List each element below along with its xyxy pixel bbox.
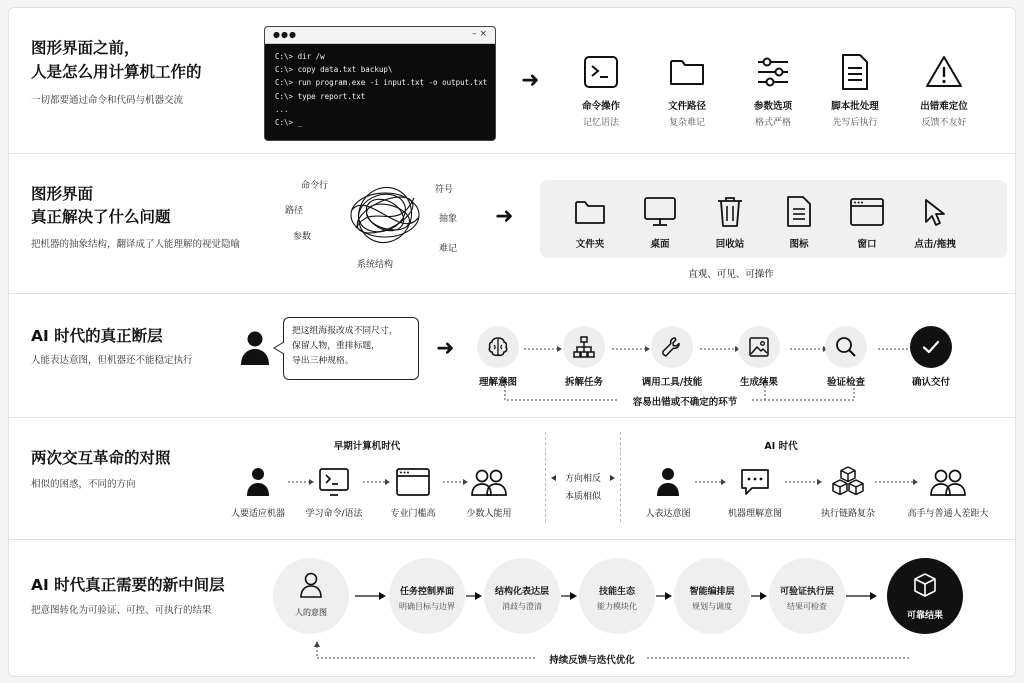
tangle-label: 命令行 (301, 181, 329, 191)
step-label: 理解意图 (478, 377, 518, 388)
section3-subtitle: 人能表达意图，但机器还不能稳定执行 (31, 355, 193, 366)
item-label: 命令操作 (581, 101, 621, 112)
section3-title: AI 时代的真正断层 (31, 327, 163, 345)
terminal-line: C:\> _ (275, 118, 303, 128)
section5-subtitle: 把意图转化为可验证、可控、可执行的结果 (31, 605, 212, 616)
tangle-label: 系统结构 (357, 260, 394, 270)
document-icon (840, 53, 870, 91)
middle-note-line1: 方向相反 (564, 474, 602, 484)
person-icon (238, 330, 272, 366)
era-item-label: 机器理解意图 (727, 509, 783, 519)
step-circle-final (910, 326, 952, 368)
tangle-label: 参数 (293, 232, 312, 242)
layer-sub: 明确目标与边界 (399, 602, 455, 611)
prompt-line: 导出三种规格。 (292, 356, 354, 366)
step-circle (651, 326, 693, 368)
layer-node (389, 558, 465, 634)
prompt-line: 保留人物，重排标题， (292, 341, 380, 351)
step-label: 验证检查 (826, 377, 866, 388)
layer-title: 可验证执行层 (779, 587, 834, 597)
layer-node (769, 558, 845, 634)
person-outline-icon (299, 572, 323, 598)
search-icon (834, 335, 858, 359)
arrow-right-icon: ➜ (436, 336, 455, 361)
step-label: 拆解任务 (564, 377, 604, 388)
folder-icon (574, 198, 606, 226)
section1-title-line2: 人是怎么用计算机工作的 (31, 63, 202, 81)
era-item-label: 执行链路复杂 (820, 509, 876, 519)
monitor-icon (643, 196, 677, 228)
cursor-icon (923, 198, 947, 228)
section2-subtitle: 把机器的抽象结构，翻译成了人能理解的视觉隐喻 (31, 239, 241, 250)
terminal-icon (583, 54, 619, 90)
section-divider (9, 293, 1016, 294)
right-era-header: AI 时代 (764, 441, 798, 452)
layer-sub: 结果可检查 (787, 602, 827, 611)
era-item-label: 学习命令/语法 (305, 509, 363, 519)
result-node (887, 558, 963, 634)
era-item-label: 人要适应机器 (230, 509, 286, 519)
result-label: 可靠结果 (906, 611, 943, 621)
terminal-line: ... (275, 104, 289, 114)
wrench-icon (660, 335, 684, 359)
section5-title: AI 时代真正需要的新中间层 (31, 576, 225, 594)
feedback-loop-label: 持续反馈与迭代优化 (549, 655, 635, 666)
users-icon (470, 468, 508, 496)
section1-subtitle: 一切都要通过命令和代码与机器交流 (31, 95, 184, 106)
document-icon (786, 195, 812, 228)
tangled-system-icon (342, 180, 428, 250)
section-divider (9, 153, 1016, 154)
item-sublabel: 先写后执行 (832, 118, 878, 128)
metaphor-label: 窗口 (857, 239, 877, 250)
step-circle (477, 326, 519, 368)
layer-node (674, 558, 750, 634)
terminal-line: C:\> run program.exe -i input.txt -o output.txt (275, 78, 488, 88)
hierarchy-icon (572, 335, 596, 359)
tangle-label: 抽象 (439, 214, 458, 224)
intent-label: 人的意图 (295, 608, 327, 617)
layer-sub: 消歧与澄清 (502, 602, 542, 611)
item-label: 文件路径 (667, 101, 707, 112)
users-icon (929, 468, 967, 496)
section4-title: 两次交互革命的对照 (31, 449, 171, 467)
metaphor-caption: 直观、可见、可操作 (688, 269, 774, 280)
trash-icon (716, 195, 744, 228)
section-divider (9, 417, 1016, 418)
section4-subtitle: 相似的困惑，不同的方向 (31, 479, 136, 490)
metaphor-label: 点击/拖拽 (914, 239, 956, 250)
window-controls-icon: – × (472, 29, 487, 39)
arrow-right-icon: ➜ (521, 68, 540, 93)
tangle-label: 路径 (285, 206, 304, 216)
check-icon (919, 335, 943, 359)
item-sublabel: 记忆语法 (582, 118, 620, 128)
user-prompt-bubble (283, 317, 419, 380)
item-label: 参数选项 (753, 101, 793, 112)
terminal-line: C:\> type report.txt (275, 91, 366, 101)
window-icon (849, 197, 885, 227)
terminal-titlebar (265, 27, 495, 44)
section-divider (9, 539, 1016, 540)
layer-node (484, 558, 560, 634)
brain-icon (486, 335, 510, 359)
chat-icon (739, 467, 771, 497)
section1-title-line1: 图形界面之前， (31, 39, 140, 57)
layer-title: 智能编排层 (689, 587, 735, 597)
person-icon (245, 467, 271, 497)
step-label: 调用工具/技能 (641, 377, 703, 388)
arrow-right-icon: ➜ (495, 204, 514, 229)
era-item-label: 少数人能用 (466, 509, 512, 519)
window-dots-icon: ●●● (273, 30, 297, 39)
terminal-window (264, 26, 496, 141)
section2-title-line1: 图形界面 (31, 185, 94, 203)
window-icon (395, 467, 431, 497)
sliders-icon (755, 54, 791, 90)
warning-icon (925, 54, 963, 88)
bubble-tail-icon (273, 341, 285, 355)
terminal-icon (318, 467, 350, 497)
era-item-label: 高手与普通人差距大 (907, 509, 989, 519)
metaphor-label: 文件夹 (575, 239, 605, 250)
image-icon (747, 335, 771, 359)
item-label: 脚本批处理 (831, 101, 879, 112)
item-sublabel: 格式严格 (754, 118, 792, 128)
layer-sub: 能力模块化 (597, 602, 637, 611)
folder-icon (669, 56, 705, 88)
step-circle (563, 326, 605, 368)
terminal-body (265, 44, 495, 135)
step-label: 确认交付 (911, 377, 951, 388)
layer-title: 结构化表达层 (494, 587, 549, 597)
terminal-line: C:\> copy data.txt backup\ (275, 65, 393, 75)
layer-title: 技能生态 (598, 587, 635, 597)
terminal-line: C:\> dir /w (275, 52, 325, 61)
metaphor-label: 桌面 (650, 239, 670, 250)
section2-title-line2: 真正解决了什么问题 (31, 208, 171, 226)
layer-sub: 规划与调度 (692, 602, 732, 611)
item-label: 出错难定位 (920, 101, 968, 112)
layer-title: 任务控制界面 (399, 587, 454, 597)
item-sublabel: 复杂难记 (668, 118, 706, 128)
box-icon (913, 572, 937, 598)
left-era-header: 早期计算机时代 (333, 441, 401, 452)
cubes-icon (831, 465, 865, 497)
infographic-page (8, 7, 1016, 677)
middle-note-line2: 本质相似 (564, 492, 602, 502)
step-circle (738, 326, 780, 368)
metaphor-label: 回收站 (715, 239, 745, 250)
prompt-line: 把这组海报改成不同尺寸， (292, 326, 398, 336)
metaphor-label: 图标 (789, 239, 809, 250)
step-label: 生成结果 (739, 377, 779, 388)
loop-label: 容易出错或不确定的环节 (632, 397, 738, 408)
tangle-label: 难记 (439, 244, 458, 254)
layer-node (579, 558, 655, 634)
step-circle (825, 326, 867, 368)
era-item-label: 专业门槛高 (390, 509, 436, 519)
person-icon (655, 467, 681, 497)
intent-node (273, 558, 349, 634)
era-item-label: 人表达意图 (645, 509, 691, 519)
tangle-label: 符号 (435, 185, 454, 195)
item-sublabel: 反馈不友好 (921, 118, 967, 128)
